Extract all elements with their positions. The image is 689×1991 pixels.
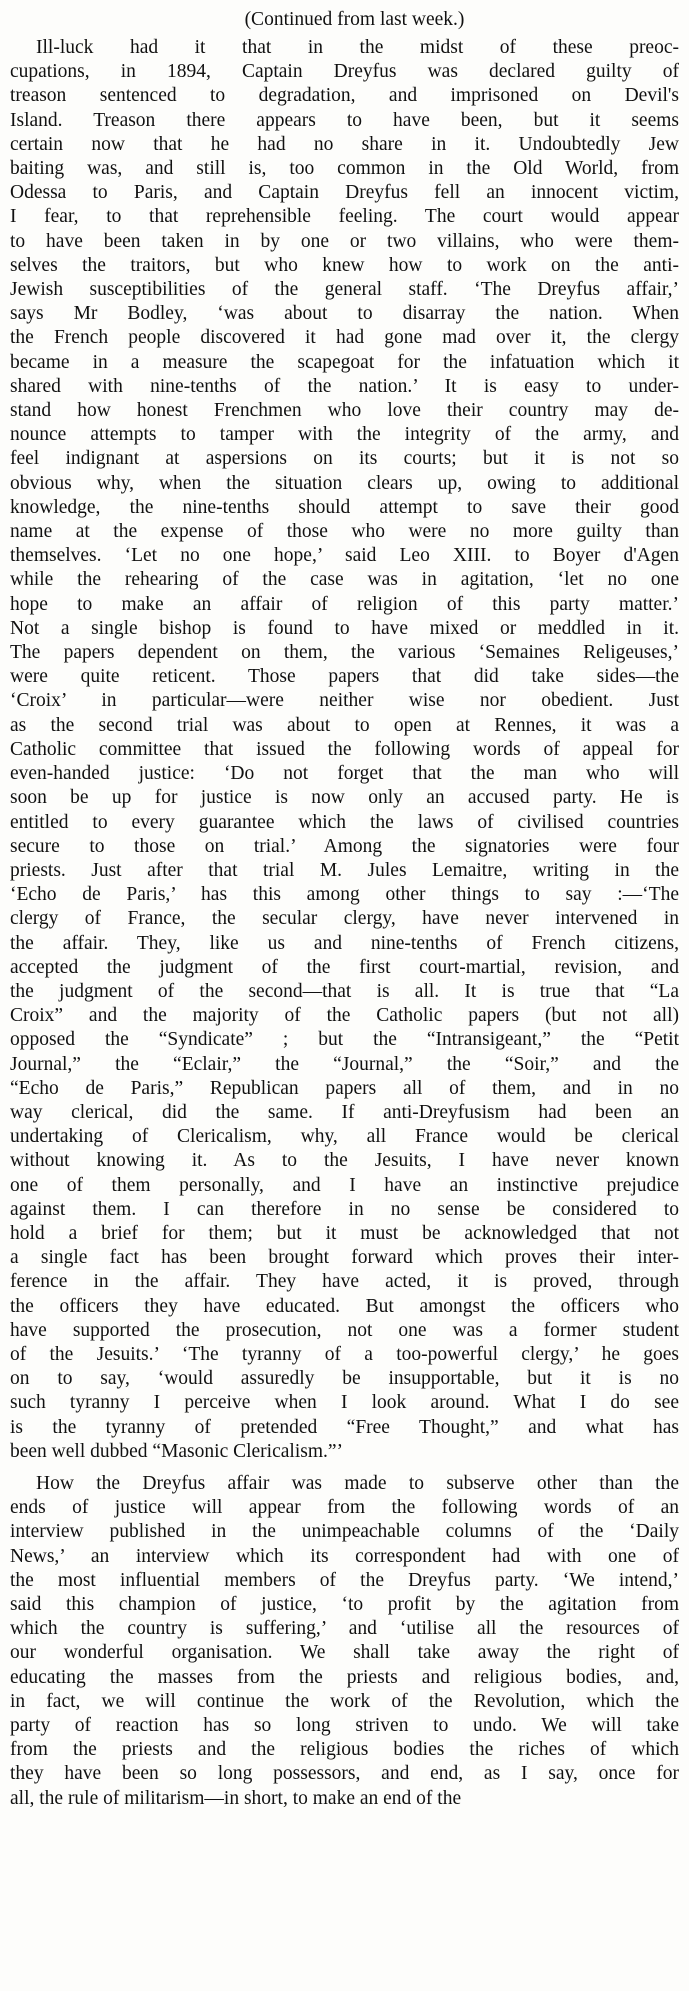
text-line: were quite reticent. Those papers that did take sides—the bbox=[10, 666, 679, 688]
text-line: without knowing it. As to the Jesuits, I have never known bbox=[10, 1150, 679, 1172]
text-line: ‘Croix’ in particular—were neither wise nor obedient. Just bbox=[10, 690, 679, 712]
text-line: hope to make an affair of religion of this party matter.’ bbox=[10, 593, 679, 615]
text-line: themselves. ‘Let no one hope,’ said Leo XIII. to Boyer d'Agen bbox=[10, 545, 679, 567]
text-line: way clerical, did the same. If anti-Dreyfusism had been an bbox=[10, 1101, 679, 1123]
text-line: says Mr Bodley, ‘was about to disarray the nation. When bbox=[10, 303, 679, 325]
text-line: have supported the prosecution, not one was a former student bbox=[10, 1319, 679, 1341]
text-line: hold a brief for them; but it must be acknowledged that not bbox=[10, 1222, 679, 1244]
text-line: name at the expense of those who were no more guilty than bbox=[10, 521, 679, 543]
text-line: as the second trial was about to open at Rennes, it was a bbox=[10, 714, 679, 736]
text-line: of the Jesuits.’ ‘The tyranny of a too-powerful clergy,’ he goes bbox=[10, 1343, 679, 1365]
text-line: said this champion of justice, ‘to profit by the agitation from bbox=[10, 1594, 679, 1615]
text-line: I fear, to that reprehensible feeling. The court would appear bbox=[10, 206, 679, 228]
text-line: Odessa to Paris, and Captain Dreyfus fell an innocent victim, bbox=[10, 182, 679, 204]
text-line: the judgment of the second—that is all. It is true that “La bbox=[10, 980, 679, 1002]
text-line: priests. Just after that trial M. Jules Lemaitre, writing in the bbox=[10, 859, 679, 881]
text-line: to have been taken in by one or two villains, who were them- bbox=[10, 230, 679, 252]
text-line: party of reaction has so long striven to undo. We will take bbox=[10, 1715, 679, 1737]
text-line: “Echo de Paris,” Republican papers all of them, and in no bbox=[10, 1077, 679, 1099]
text-line: the affair. They, like us and nine-tenths of French citizens, bbox=[10, 932, 679, 954]
text-line: all, the rule of militarism—in short, to make an end of the bbox=[10, 1787, 462, 1809]
text-line: interview published in the unimpeachable columns of the ‘Daily bbox=[10, 1521, 679, 1543]
text-line: knowledge, the nine-tenths should attempt to save their good bbox=[10, 496, 679, 518]
paragraph-dreyfus-affair bbox=[10, 36, 679, 1464]
text-line: Island. Treason there appears to have been, but it seems bbox=[10, 109, 679, 131]
text-line: Jewish susceptibilities of the general staff. ‘The Dreyfus affair,’ bbox=[10, 279, 679, 301]
text-line: Croix” and the majority of the Catholic papers (but not all) bbox=[10, 1005, 679, 1027]
text-line: our wonderful organisation. We shall take away the right of bbox=[10, 1642, 679, 1664]
text-line: baiting was, and still is, too common in the Old World, from bbox=[10, 158, 679, 180]
text-line: certain now that he had no share in it. Undoubtedly Jew bbox=[10, 133, 679, 155]
text-line: clergy of France, the secular clergy, have never intervened in bbox=[10, 908, 679, 930]
text-line: became in a measure the scapegoat for the infatuation which it bbox=[10, 351, 679, 373]
text-line: The papers dependent on them, the various ‘Semaines Religeuses,’ bbox=[10, 642, 679, 664]
text-line: from the priests and the religious bodies the riches of which bbox=[10, 1739, 679, 1761]
text-line: in fact, we will continue the work of the Revolution, which the bbox=[10, 1690, 679, 1712]
paragraph-dreyfus-interview bbox=[10, 1472, 679, 1811]
text-line: How the Dreyfus affair was made to subserve other than the bbox=[36, 1472, 679, 1494]
continuation-heading: (Continued from last week.) bbox=[244, 9, 465, 30]
text-line: they have been so long possessors, and end, as I say, once for bbox=[10, 1763, 679, 1785]
text-line: ference in the affair. They have acted, it is proved, through bbox=[10, 1271, 679, 1293]
text-line: Ill-luck had it that in the midst of these preoc- bbox=[36, 37, 679, 58]
text-line: nounce attempts to tamper with the integrity of the army, and bbox=[10, 424, 679, 446]
text-line: obvious why, when the situation clears up, owing to additional bbox=[10, 472, 679, 494]
text-line: been well dubbed “Masonic Clericalism.”’ bbox=[10, 1440, 344, 1462]
text-line: Catholic committee that issued the following words of appeal for bbox=[10, 738, 679, 760]
text-line: selves the traitors, but who knew how to work on the anti- bbox=[10, 254, 679, 276]
text-line: a single fact has been brought forward which proves their inter- bbox=[10, 1247, 679, 1269]
text-line: while the rehearing of the case was in agitation, ‘let no one bbox=[10, 569, 679, 591]
text-line: is the tyranny of pretended “Free Thought,” and what has bbox=[10, 1416, 679, 1438]
text-line: secure to those on trial.’ Among the signatories were four bbox=[10, 835, 679, 857]
text-line: feel indignant at aspersions on its courts; but it is not so bbox=[10, 448, 679, 470]
text-line: entitled to every guarantee which the laws of civilised countries bbox=[10, 811, 679, 833]
text-line: one of them personally, and I have an instinctive prejudice bbox=[10, 1174, 679, 1196]
text-line: stand how honest Frenchmen who love their country may de- bbox=[10, 400, 679, 422]
text-line: the most influential members of the Dreyfus party. ‘We intend,’ bbox=[10, 1569, 679, 1591]
text-line: Journal,” the “Eclair,” the “Journal,” the “Soir,” and the bbox=[10, 1053, 679, 1075]
text-line: shared with nine-tenths of the nation.’ It is easy to under- bbox=[10, 375, 679, 397]
text-line: News,’ an interview which its correspondent had with one of bbox=[10, 1545, 679, 1567]
text-line: ‘Echo de Paris,’ has this among other things to say :—‘The bbox=[10, 884, 679, 906]
text-line: undertaking of Clericalism, why, all France would be clerical bbox=[10, 1126, 679, 1148]
text-line: Not a single bishop is found to have mixed or meddled in it. bbox=[10, 617, 679, 639]
text-line: ends of justice will appear from the following words of an bbox=[10, 1497, 679, 1519]
text-line: on to say, ‘would assuredly be insupportable, but it is no bbox=[10, 1368, 679, 1390]
text-line: which the country is suffering,’ and ‘utilise all the resources of bbox=[10, 1618, 679, 1640]
text-line: educating the masses from the priests and religious bodies, and, bbox=[10, 1666, 679, 1688]
text-line: treason sentenced to degradation, and imprisoned on Devil's bbox=[10, 85, 679, 107]
text-line: opposed the “Syndicate” ; but the “Intransigeant,” the “Petit bbox=[10, 1029, 679, 1051]
text-line: soon be up for justice is now only an accused party. He is bbox=[10, 787, 679, 809]
text-line: against them. I can therefore in no sense be considered to bbox=[10, 1198, 679, 1220]
text-line: the officers they have educated. But amongst the officers who bbox=[10, 1295, 679, 1317]
text-line: such tyranny I perceive when I look around. What I do see bbox=[10, 1392, 679, 1414]
text-line: even-handed justice: ‘Do not forget that the man who will bbox=[10, 763, 679, 785]
text-line: cupations, in 1894, Captain Dreyfus was declared guilty of bbox=[10, 61, 679, 83]
text-line: the French people discovered it had gone mad over it, the clergy bbox=[10, 327, 679, 349]
text-line: accepted the judgment of the first court-martial, revision, and bbox=[10, 956, 679, 978]
